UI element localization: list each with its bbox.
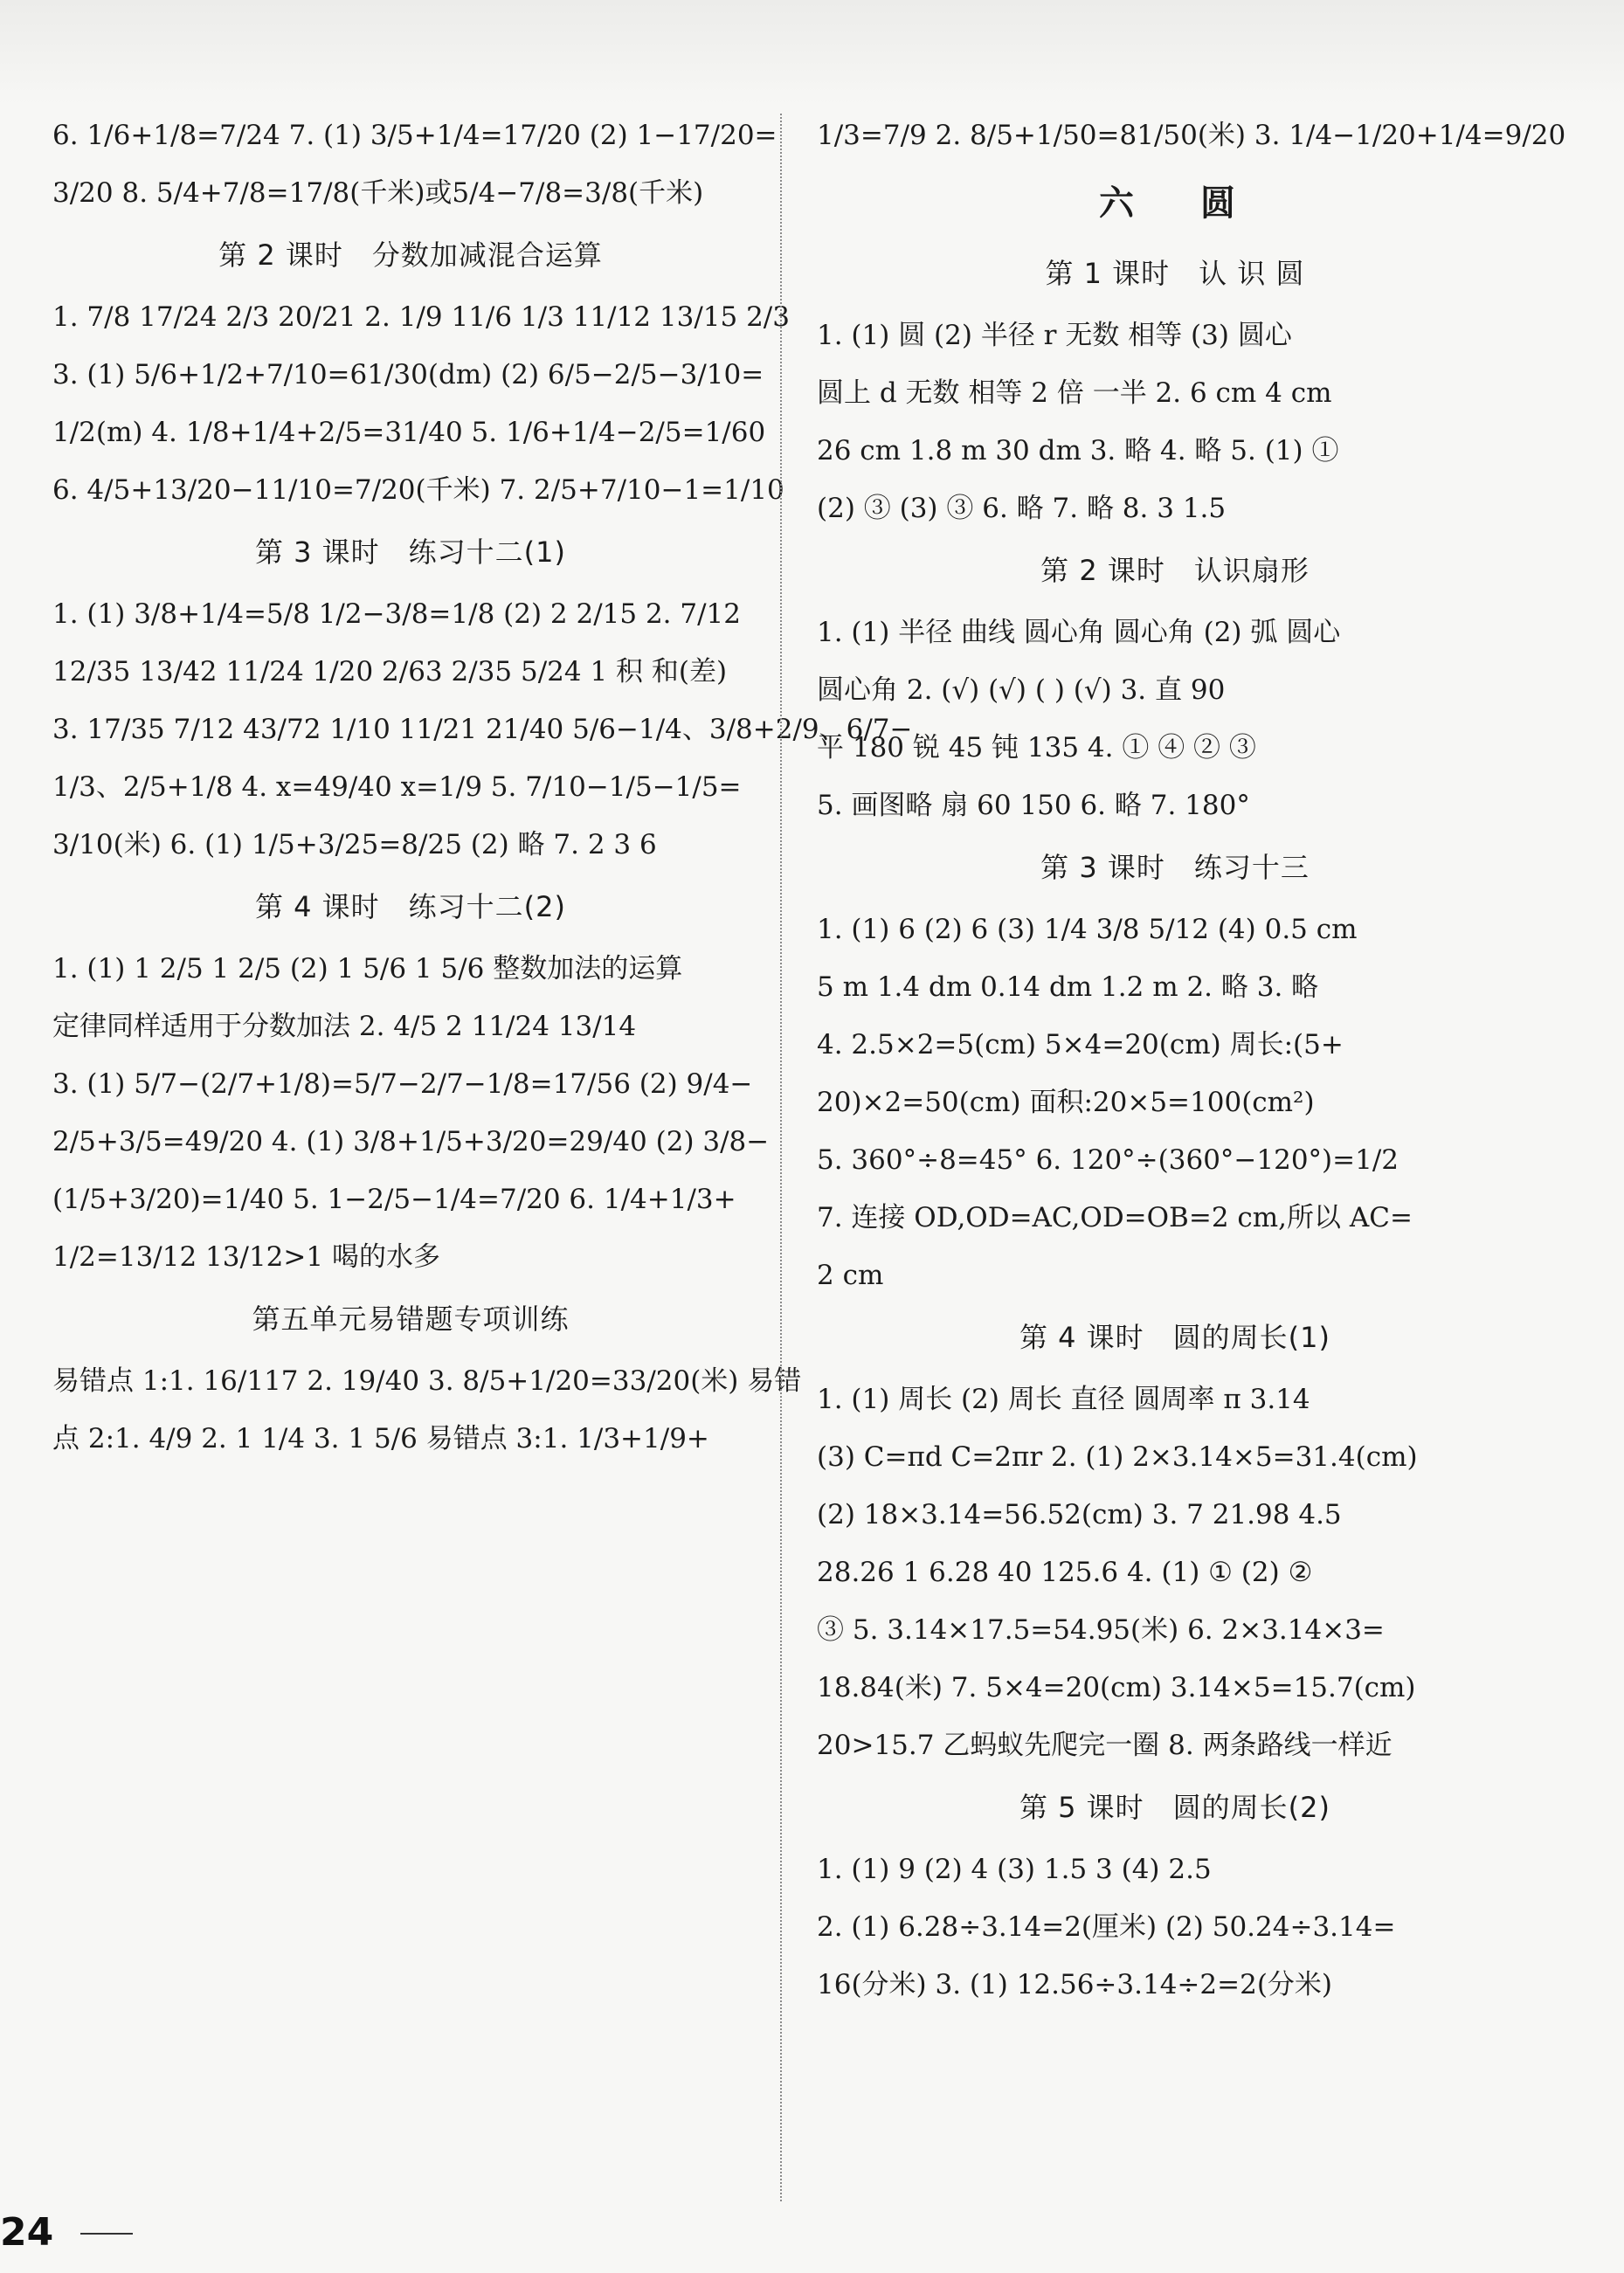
answer-line: 28.26 1 6.28 40 125.6 4. (1) ① (2) ② [817, 1557, 1313, 1588]
answer-line: 3. 17/35 7/12 43/72 1/10 11/21 21/40 5/6−1/4、3/8+2/9、6/7− [52, 714, 913, 745]
scan-top-band [0, 0, 1624, 105]
answer-line: ③ 5. 3.14×17.5=54.95(米) 6. 2×3.14×3= [817, 1614, 1385, 1646]
page-number: 24 [0, 2210, 54, 2255]
answer-line: 2. (1) 6.28÷3.14=2(厘米) (2) 50.24÷3.14= [817, 1911, 1396, 1943]
answer-line: 20>15.7 乙蚂蚁先爬完一圈 8. 两条路线一样近 [817, 1730, 1392, 1761]
answer-line: (2) ③ (3) ③ 6. 略 7. 略 8. 3 1.5 [817, 493, 1227, 524]
answer-line: 26 cm 1.8 m 30 dm 3. 略 4. 略 5. (1) ① [817, 435, 1339, 466]
page-number-dash [80, 2233, 133, 2235]
answer-line: 1. (1) 9 (2) 4 (3) 1.5 3 (4) 2.5 [817, 1854, 1212, 1885]
answer-line: 5. 画图略 扇 60 150 6. 略 7. 180° [817, 790, 1250, 821]
section-heading: 第 3 课时 练习十三 [1040, 851, 1310, 884]
section-heading: 第 5 课时 圆的周长(2) [1019, 1791, 1331, 1824]
answer-line: 1/2=13/12 13/12>1 喝的水多 [52, 1241, 440, 1273]
answer-line: 1. (1) 半径 曲线 圆心角 圆心角 (2) 弧 圆心 [817, 617, 1341, 648]
answer-line: 平 180 锐 45 钝 135 4. ① ④ ② ③ [817, 732, 1256, 763]
unit-title: 六 圆 [1099, 183, 1251, 224]
answer-line: 1. (1) 3/8+1/4=5/8 1/2−3/8=1/8 (2) 2 2/15 2. 7/12 [52, 598, 742, 630]
answer-line: 3. (1) 5/7−(2/7+1/8)=5/7−2/7−1/8=17/56 (2) 9/4− [52, 1068, 753, 1100]
answer-line: 6. 4/5+13/20−11/10=7/20(千米) 7. 2/5+7/10−1=1/10 [52, 474, 784, 506]
answer-line: 1. (1) 周长 (2) 周长 直径 圆周率 π 3.14 [817, 1384, 1310, 1415]
answer-line: 2 cm [817, 1260, 884, 1291]
section-heading: 第 2 课时 分数加减混合运算 [218, 238, 603, 272]
answer-line: 1/3、2/5+1/8 4. x=49/40 x=1/9 5. 7/10−1/5−1/5= [52, 771, 742, 803]
answer-line: 1/2(m) 4. 1/8+1/4+2/5=31/40 5. 1/6+1/4−2/5=1/60 [52, 417, 766, 448]
answer-line: 1. 7/8 17/24 2/3 20/21 2. 1/9 11/6 1/3 11/12 13/15 2/3 [52, 301, 790, 333]
answer-line: 3/10(米) 6. (1) 1/5+3/25=8/25 (2) 略 7. 2 3 6 [52, 829, 657, 860]
answer-line: 5 m 1.4 dm 0.14 dm 1.2 m 2. 略 3. 略 [817, 971, 1319, 1003]
answer-line: 6. 1/6+1/8=7/24 7. (1) 3/5+1/4=17/20 (2) 1−17/20= [52, 120, 777, 151]
answer-line: 5. 360°÷8=45° 6. 120°÷(360°−120°)=1/2 [817, 1144, 1399, 1176]
answer-line: 12/35 13/42 11/24 1/20 2/63 2/35 5/24 1 积 和(差) [52, 656, 728, 687]
column-divider [780, 114, 782, 2201]
answer-line: 16(分米) 3. (1) 12.56÷3.14÷2=2(分米) [817, 1969, 1333, 2000]
answer-line: 1. (1) 6 (2) 6 (3) 1/4 3/8 5/12 (4) 0.5 cm [817, 914, 1358, 945]
answer-line: (3) C=πd C=2πr 2. (1) 2×3.14×5=31.4(cm) [817, 1441, 1418, 1473]
section-heading: 第 4 课时 圆的周长(1) [1019, 1321, 1331, 1354]
answer-line: 定律同样适用于分数加法 2. 4/5 2 11/24 13/14 [52, 1011, 637, 1042]
right-answer-column [817, 118, 1566, 2025]
section-heading: 第 2 课时 认识扇形 [1040, 554, 1310, 587]
answer-line: 点 2:1. 4/9 2. 1 1/4 3. 1 5/6 易错点 3:1. 1/3+1/9+ [52, 1423, 709, 1454]
answer-line: (1/5+3/20)=1/40 5. 1−2/5−1/4=7/20 6. 1/4+1/3+ [52, 1184, 736, 1215]
answer-line: 1. (1) 圆 (2) 半径 r 无数 相等 (3) 圆心 [817, 320, 1292, 351]
answer-line: 易错点 1:1. 16/117 2. 19/40 3. 8/5+1/20=33/20(米) 易错 [52, 1365, 802, 1397]
answer-line: 4. 2.5×2=5(cm) 5×4=20(cm) 周长:(5+ [817, 1029, 1344, 1061]
section-heading: 第 4 课时 练习十二(2) [254, 890, 567, 923]
answer-line: 2/5+3/5=49/20 4. (1) 3/8+1/5+3/20=29/40 (2) 3/8− [52, 1126, 770, 1157]
answer-line: 7. 连接 OD,OD=AC,OD=OB=2 cm,所以 AC= [817, 1202, 1413, 1233]
answer-line: 1/3=7/9 2. 8/5+1/50=81/50(米) 3. 1/4−1/20+1/4=9/20 [817, 120, 1566, 151]
section-heading: 第 3 课时 练习十二(1) [254, 535, 567, 569]
answer-line: 18.84(米) 7. 5×4=20(cm) 3.14×5=15.7(cm) [817, 1672, 1416, 1703]
answer-line: 3. (1) 5/6+1/2+7/10=61/30(dm) (2) 6/5−2/5−3/10= [52, 359, 764, 390]
section-heading: 第 1 课时 认 识 圆 [1045, 257, 1305, 290]
answer-line: 3/20 8. 5/4+7/8=17/8(千米)或5/4−7/8=3/8(千米) [52, 177, 704, 209]
answer-line: 圆上 d 无数 相等 2 倍 一半 2. 6 cm 4 cm [817, 377, 1332, 409]
answer-line: (2) 18×3.14=56.52(cm) 3. 7 21.98 4.5 [817, 1499, 1342, 1530]
answer-line: 圆心角 2. (√) (√) ( ) (√) 3. 直 90 [817, 674, 1226, 706]
section-heading: 第五单元易错题专项训练 [252, 1302, 570, 1336]
answer-line: 1. (1) 1 2/5 1 2/5 (2) 1 5/6 1 5/6 整数加法的运算 [52, 953, 683, 985]
answer-line: 20)×2=50(cm) 面积:20×5=100(cm²) [817, 1087, 1315, 1118]
